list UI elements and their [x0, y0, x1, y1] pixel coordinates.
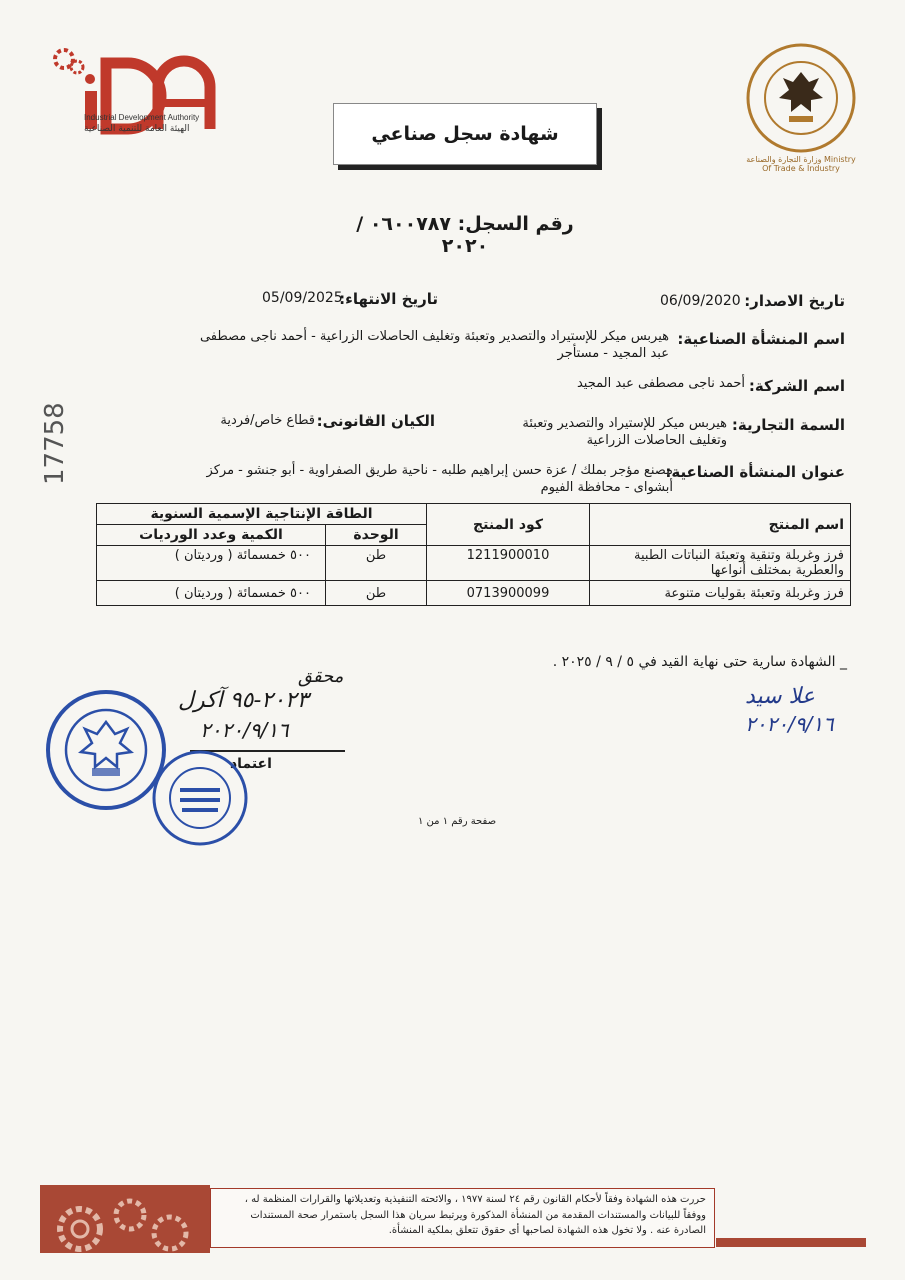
- side-serial-number: 17758: [40, 402, 70, 485]
- expiry-date-label: تاريخ الانتهاء:: [339, 290, 438, 308]
- col-product-code: كود المنتج: [427, 504, 590, 546]
- col-unit: الوحدة: [326, 525, 427, 546]
- footer-legal-text: حررت هذه الشهادة وفقاً لأحكام القانون رقم ٢٤ لسنة ١٩٧٧ ، والائحته التنفيذية وتعديلاتها والقرارات المنظمة له ، ووفقاً للبيانات والمستندات المقدمة من المنشأة المذكورة ويرتبط سريان هذا السجل باستمرار صحة المستندات الصادرة عنه . ولا تخول هذه الشهادة لصاحبها أى حقوق تتعلق بملكية المنشأة.: [210, 1188, 715, 1248]
- signature-date: ٢٠٢٠/٩/١٦: [745, 712, 834, 736]
- certificate-title: شهادة سجل صناعي: [333, 103, 597, 165]
- address-line-1: مصنع مؤجر بملك / عزة حسن إبراهيم طلبه - ناحية طريق الصفراوية - أبو جنشو - مركز: [206, 463, 673, 478]
- product-unit: طن: [326, 581, 427, 606]
- signature-name: علا سيد: [745, 684, 815, 709]
- registration-label: رقم السجل:: [457, 213, 574, 235]
- legal-entity-label: الكيان القانونى:: [316, 412, 435, 430]
- ida-name-english: Industrial Development Authority: [84, 113, 200, 122]
- table-row: [97, 581, 851, 606]
- facility-name-label: اسم المنشأة الصناعية:: [677, 330, 845, 348]
- company-name-label: اسم الشركة:: [748, 377, 845, 395]
- ministry-seal: [745, 42, 857, 154]
- product-name: [590, 546, 851, 581]
- trade-name-line-1: هيربس ميكر للإستيراد والتصدير وتعبئة: [522, 416, 727, 431]
- col-product-name: اسم المنتج: [590, 504, 851, 546]
- product-name-line-1: فرز وغربلة وتنقية وتعبئة النباتات الطبية: [634, 548, 844, 563]
- gears-icon: [40, 1185, 210, 1253]
- facility-name-line-1: هيربس ميكر للإستيراد والتصدير وتعبئة وتغليف الحاصلات الزراعية - أحمد ناجى مصطفى: [199, 329, 669, 344]
- products-table: [96, 503, 851, 606]
- product-name: فرز وغربلة وتعبئة بقوليات متنوعة: [590, 581, 851, 606]
- product-name-line-2: والعطرية بمختلف أنواعها: [710, 563, 844, 578]
- col-quantity-shifts: الكمية وعدد الورديات: [97, 525, 326, 546]
- handwritten-verified: محقق: [298, 666, 344, 687]
- registration-number-line: [330, 213, 600, 257]
- expiry-date-value: 05/09/2025: [262, 290, 343, 306]
- issue-date-value: 06/09/2020: [660, 293, 741, 309]
- address-label: عنوان المنشأة الصناعية:: [665, 463, 845, 481]
- product-code: 1211900010: [427, 546, 590, 581]
- handwritten-reference: ٢٠٢٣-٩٥ آكرل: [178, 688, 309, 713]
- product-code: 0713900099: [427, 581, 590, 606]
- ministry-name-english: Ministry Of Trade & Industry: [762, 155, 856, 173]
- table-row: [97, 546, 851, 581]
- approval-label: اعتماد: [230, 756, 272, 772]
- secondary-stamp: [150, 748, 250, 848]
- handwritten-date: ٢٠٢٠/٩/١٦: [200, 718, 289, 742]
- trade-name-label: السمة التجارية:: [731, 416, 845, 434]
- issue-date-label: تاريخ الاصدار:: [744, 292, 845, 310]
- trade-name-line-2: وتغليف الحاصلات الزراعية: [586, 433, 727, 448]
- address-line-2: أبشواى - محافظة الفيوم: [540, 480, 673, 495]
- ministry-name-arabic: وزارة التجارة والصناعة: [746, 155, 822, 164]
- company-name-value: أحمد ناجى مصطفى عبد المجيد: [576, 376, 745, 391]
- product-quantity: ٥٠٠ خمسمائة ( ورديتان ): [97, 546, 326, 581]
- page-number: صفحة رقم ١ من ١: [418, 816, 497, 827]
- validity-note: _ الشهادة سارية حتى نهاية القيد في ٥ / ٩ / ٢٠٢٥ .: [552, 654, 847, 670]
- ida-logo-text: iDA: [137, 61, 139, 62]
- product-unit: طن: [326, 546, 427, 581]
- ida-name-arabic: الهيئة العامة للتنمية الصناعية: [84, 124, 190, 134]
- product-quantity: ٥٠٠ خمسمائة ( ورديتان ): [97, 581, 326, 606]
- footer-band-right: [716, 1238, 866, 1247]
- registration-number: ٠٦٠٠٧٨٧ / ٢٠٢٠: [356, 213, 489, 257]
- legal-entity-value: قطاع خاص/فردية: [220, 413, 315, 428]
- ministry-name: [745, 155, 857, 173]
- col-annual-capacity: الطاقة الإنتاجية الإسمية السنوية: [97, 504, 427, 525]
- facility-name-line-2: عبد المجيد - مستأجر: [557, 346, 669, 361]
